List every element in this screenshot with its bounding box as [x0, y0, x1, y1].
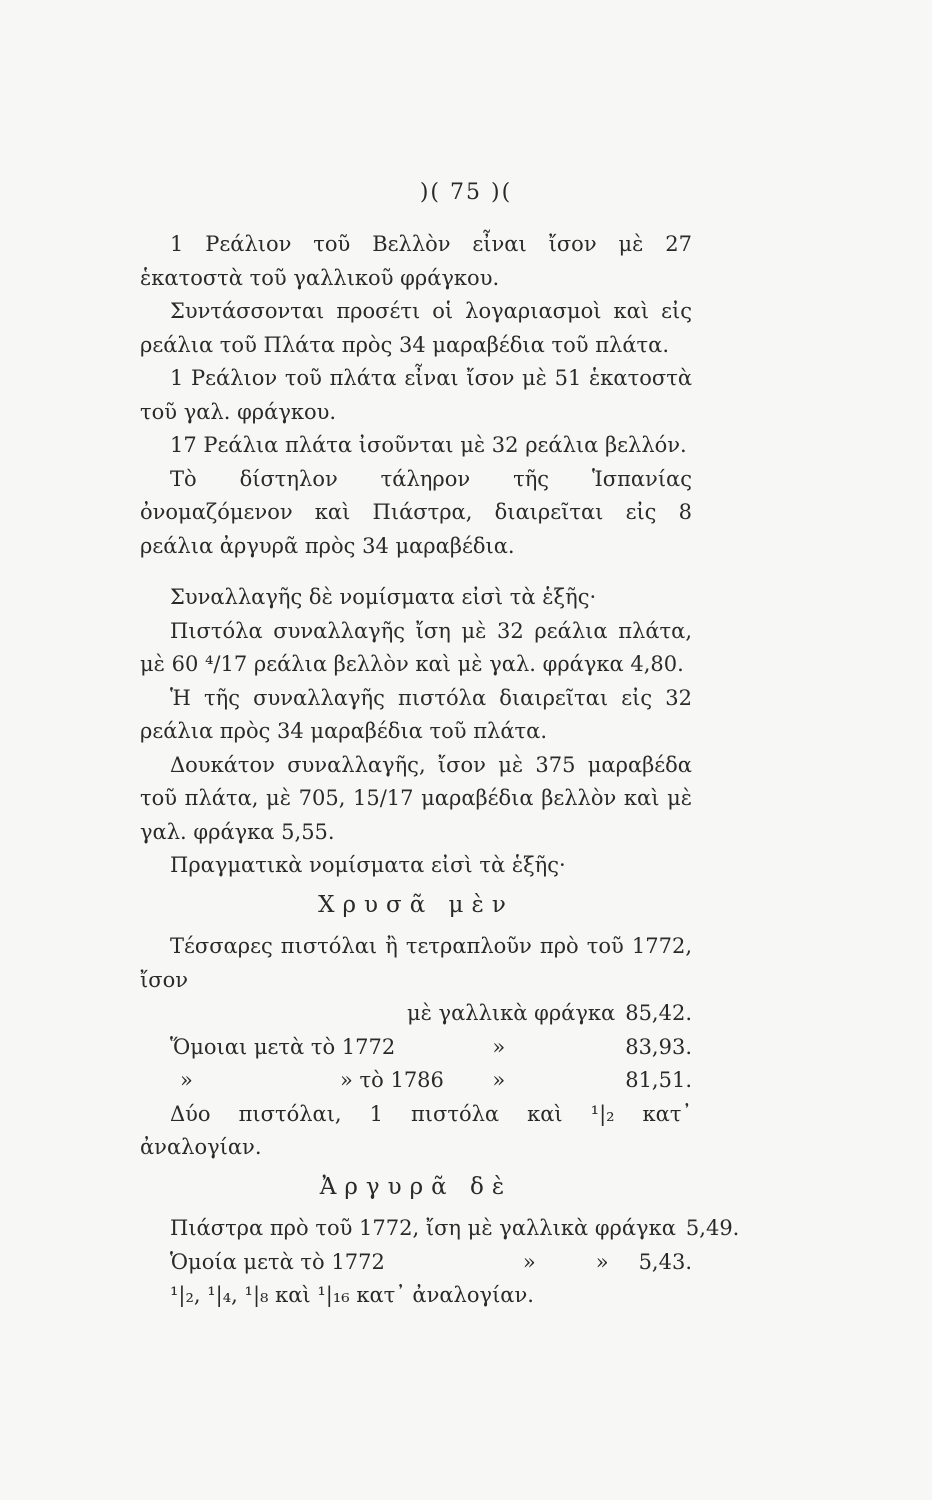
gold-line-3-ditto: »	[492, 1034, 506, 1059]
gold-line-2-value: 85,42.	[625, 1001, 692, 1025]
gold-line-3	[140, 1031, 692, 1065]
silver-line-2-value: 5,43.	[638, 1249, 692, 1274]
paragraph-1: 1 Ρεάλιον τοῦ Βελλὸν εἶναι ἴσον μὲ 27 ἑκατοστὰ τοῦ γαλλικοῦ φράγκου.	[140, 232, 692, 290]
paragraph-7: Πιστόλα συναλλαγῆς ἴση μὲ 32 ρεάλια πλάτα, μὲ 60 ⁴/17 ρεάλια βελλὸν καὶ μὲ γαλ. φράγκα 4,80.	[140, 618, 692, 676]
gold-line-4-ditto-2: »	[492, 1068, 506, 1092]
gold-heading: Χρυσᾶ μὲν	[318, 891, 514, 918]
paragraph-6: Συναλλαγῆς δὲ νομίσματα εἰσὶ τὰ ἑξῆς·	[170, 585, 597, 609]
page-number: )( 75 )(	[419, 180, 513, 205]
silver-line-2-label: Ὁμοία μετὰ τὸ 1772	[170, 1249, 385, 1274]
gold-line-1: Τέσσαρες πιστόλαι ἢ τετραπλοῦν πρὸ τοῦ 1772, ἴσον	[140, 934, 692, 992]
paragraph-10: Πραγματικὰ νομίσματα εἰσὶ τὰ ἑξῆς·	[170, 853, 566, 877]
gold-line-2	[140, 997, 692, 1031]
gold-line-4-ditto: »	[180, 1068, 193, 1092]
paragraph-5: Τὸ δίστηλον τάληρον τῆς Ἱσπανίας ὀνομαζόμενον καὶ Πιάστρα, διαιρεῖται εἰς 8 ρεάλια ἀργυρᾶ πρὸς 34 μαραβέδια.	[140, 466, 692, 558]
gold-line-4-label: » τὸ 1786	[340, 1068, 444, 1092]
silver-line-1-value: 5,49.	[685, 1216, 740, 1240]
silver-line-1-label: Πιάστρα πρὸ τοῦ 1772, ἴση μὲ γαλλικὰ φράγκα	[170, 1216, 676, 1240]
paragraph-2: Συντάσσονται προσέτι οἱ λογαριασμοὶ καὶ εἰς ρεάλια τοῦ Πλάτα πρὸς 34 μαραβέδια τοῦ πλάτα.	[140, 299, 692, 357]
gold-line-4	[140, 1064, 692, 1098]
gold-line-5: Δύο πιστόλαι, 1 πιστόλα καὶ ¹|₂ κατ᾽ ἀναλογίαν.	[140, 1101, 692, 1159]
silver-line-1	[140, 1212, 740, 1246]
silver-line-3: ¹|₂, ¹|₄, ¹|₈ καὶ ¹|₁₆ κατ᾽ ἀναλογίαν.	[170, 1283, 534, 1307]
silver-line-2-ditto-2: »	[595, 1249, 609, 1274]
paragraph-8: Ἡ τῆς συναλλαγῆς πιστόλα διαιρεῖται εἰς 32 ρεάλια πρὸς 34 μαραβέδια τοῦ πλάτα.	[140, 685, 692, 743]
gold-line-3-value: 83,93.	[625, 1034, 692, 1059]
gold-line-4-value: 81,51.	[625, 1068, 692, 1092]
silver-line-2	[140, 1246, 692, 1280]
silver-line-2-ditto: »	[522, 1249, 536, 1274]
paragraph-4: 17 Ρεάλια πλάτα ἰσοῦνται μὲ 32 ρεάλια βελλόν.	[170, 433, 687, 457]
gold-line-3-label: Ὅμοιαι μετὰ τὸ 1772	[170, 1034, 396, 1059]
silver-heading: Ἀργυρᾶ δὲ	[319, 1173, 513, 1200]
gold-line-2-label: μὲ γαλλικὰ φράγκα	[406, 1001, 616, 1025]
paragraph-9: Δουκάτον συναλλαγῆς, ἴσον μὲ 375 μαραβέδα τοῦ πλάτα, μὲ 705, 15/17 μαραβέδια βελλὸν καὶ μὲ γαλ. φράγκα 5,55.	[140, 752, 692, 844]
page-body	[140, 228, 740, 1313]
paragraph-3: 1 Ρεάλιον τοῦ πλάτα εἶναι ἴσον μὲ 51 ἑκατοστὰ τοῦ γαλ. φράγκου.	[140, 366, 692, 424]
